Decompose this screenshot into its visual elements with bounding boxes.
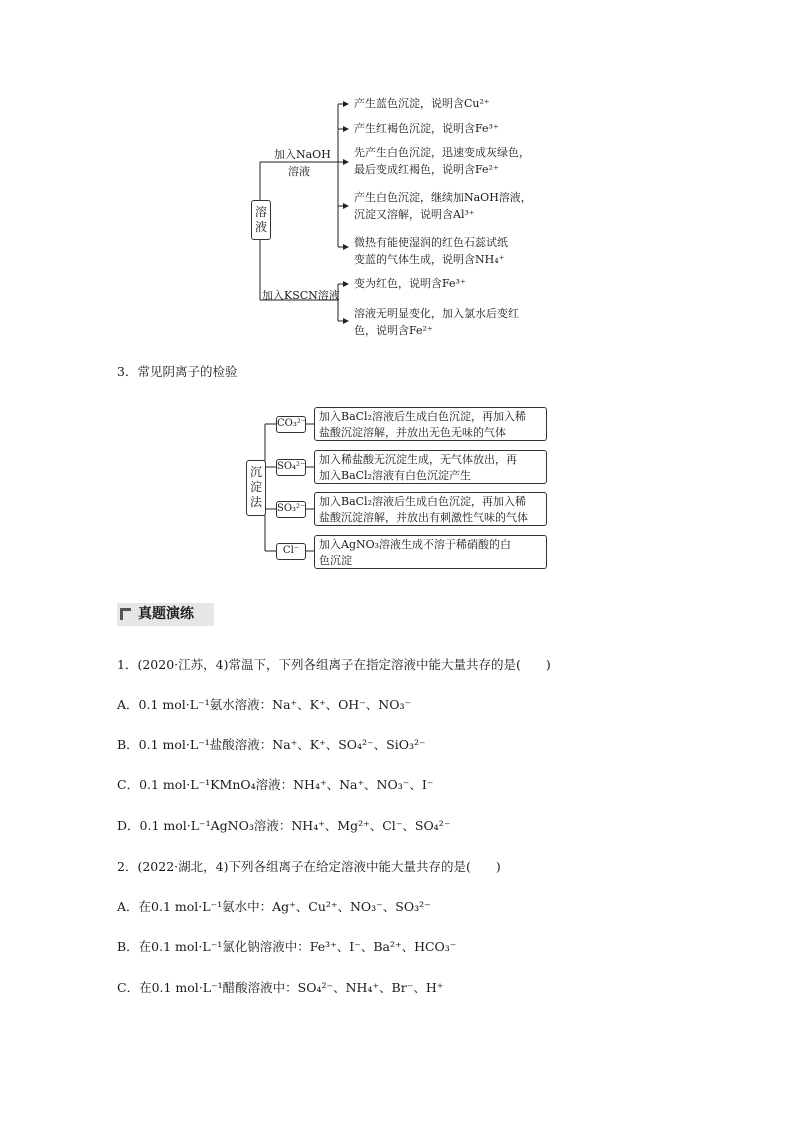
naoh-result: 沉淀又溶解，说明含Al³⁺ (354, 208, 475, 221)
anion-root-box (246, 460, 266, 516)
anion-desc-line: 加入BaCl₂溶液有白色沉淀产生 (319, 469, 471, 482)
section-marker-icon (120, 608, 131, 620)
anion-desc-box-sulfite (314, 492, 547, 526)
naoh-result: 产生红褐色沉淀，说明含Fe³⁺ (354, 122, 499, 135)
kscn-result: 变为红色，说明含Fe³⁺ (354, 277, 466, 290)
naoh-result: 产生蓝色沉淀，说明含Cu²⁺ (354, 97, 490, 110)
ion-box-sulfite: SO₃²⁻ (276, 501, 306, 518)
question-option: A．在0.1 mol·L⁻¹氨水中：Ag⁺、Cu²⁺、NO₃⁻、SO₃²⁻ (117, 899, 431, 914)
question-option: B．在0.1 mol·L⁻¹氯化钠溶液中：Fe³⁺、I⁻、Ba²⁺、HCO₃⁻ (117, 939, 457, 954)
question-option: C．在0.1 mol·L⁻¹醋酸溶液中：SO₄²⁻、NH₄⁺、Br⁻、H⁺ (117, 980, 444, 995)
cation-root-char: 溶 (254, 205, 267, 219)
question-stem: 2．(2022·湖北，4)下列各组离子在给定溶液中能大量共存的是( ) (117, 859, 501, 874)
question-option: C．0.1 mol·L⁻¹KMnO₄溶液：NH₄⁺、Na⁺、NO₃⁻、I⁻ (117, 777, 434, 792)
anion-root-char: 法 (249, 495, 262, 509)
question-option: A．0.1 mol·L⁻¹氨水溶液：Na⁺、K⁺、OH⁻、NO₃⁻ (117, 697, 412, 712)
anion-desc-box-carbonate (314, 407, 547, 441)
anion-desc-box-sulfate (314, 450, 547, 484)
cation-root-char: 液 (254, 220, 267, 234)
question-option: D．0.1 mol·L⁻¹AgNO₃溶液：NH₄⁺、Mg²⁺、Cl⁻、SO₄²⁻ (117, 818, 451, 833)
naoh-branch-label: 溶液 (288, 165, 310, 178)
ion-box-chloride: Cl⁻ (276, 543, 306, 560)
naoh-branch-label: 加入NaOH (274, 148, 331, 161)
anion-desc-box-chloride (314, 535, 547, 569)
anion-desc-line: 色沉淀 (319, 554, 352, 567)
anion-root-char: 沉 (249, 465, 262, 479)
naoh-result: 产生白色沉淀，继续加NaOH溶液， (354, 191, 532, 204)
naoh-result: 微热有能使湿润的红色石蕊试纸 (354, 236, 508, 249)
question-stem: 1．(2020·江苏，4)常温下，下列各组离子在指定溶液中能大量共存的是( ) (117, 657, 551, 672)
naoh-result: 变蓝的气体生成，说明含NH₄⁺ (354, 253, 505, 266)
section-title: 真题演练 (138, 606, 194, 622)
kscn-result: 色，说明含Fe²⁺ (354, 324, 433, 337)
naoh-result: 最后变成红褐色，说明含Fe²⁺ (354, 163, 499, 176)
kscn-result: 溶液无明显变化，加入氯水后变红 (354, 307, 519, 320)
ion-box-sulfate: SO₄²⁻ (276, 459, 306, 476)
anion-desc-line: 加入BaCl₂溶液后生成白色沉淀，再加入稀 (319, 495, 526, 508)
anion-desc-line: 加入AgNO₃溶液生成不溶于稀硝酸的白 (319, 538, 512, 551)
anion-desc-line: 盐酸沉淀溶解，并放出有刺激性气味的气体 (319, 511, 528, 524)
kscn-branch-label: 加入KSCN溶液 (262, 289, 340, 302)
anion-desc-line: 加入BaCl₂溶液后生成白色沉淀，再加入稀 (319, 410, 526, 423)
naoh-result: 先产生白色沉淀，迅速变成灰绿色， (354, 146, 530, 159)
question-option: B．0.1 mol·L⁻¹盐酸溶液：Na⁺、K⁺、SO₄²⁻、SiO₃²⁻ (117, 737, 426, 752)
anion-heading: 3．常见阴离子的检验 (117, 364, 238, 379)
ion-box-carbonate: CO₃²⁻ (276, 416, 306, 433)
anion-desc-line: 盐酸沉淀溶解，并放出无色无味的气体 (319, 426, 506, 439)
anion-desc-line: 加入稀盐酸无沉淀生成，无气体放出，再 (319, 453, 517, 466)
anion-root-char: 淀 (249, 480, 262, 494)
